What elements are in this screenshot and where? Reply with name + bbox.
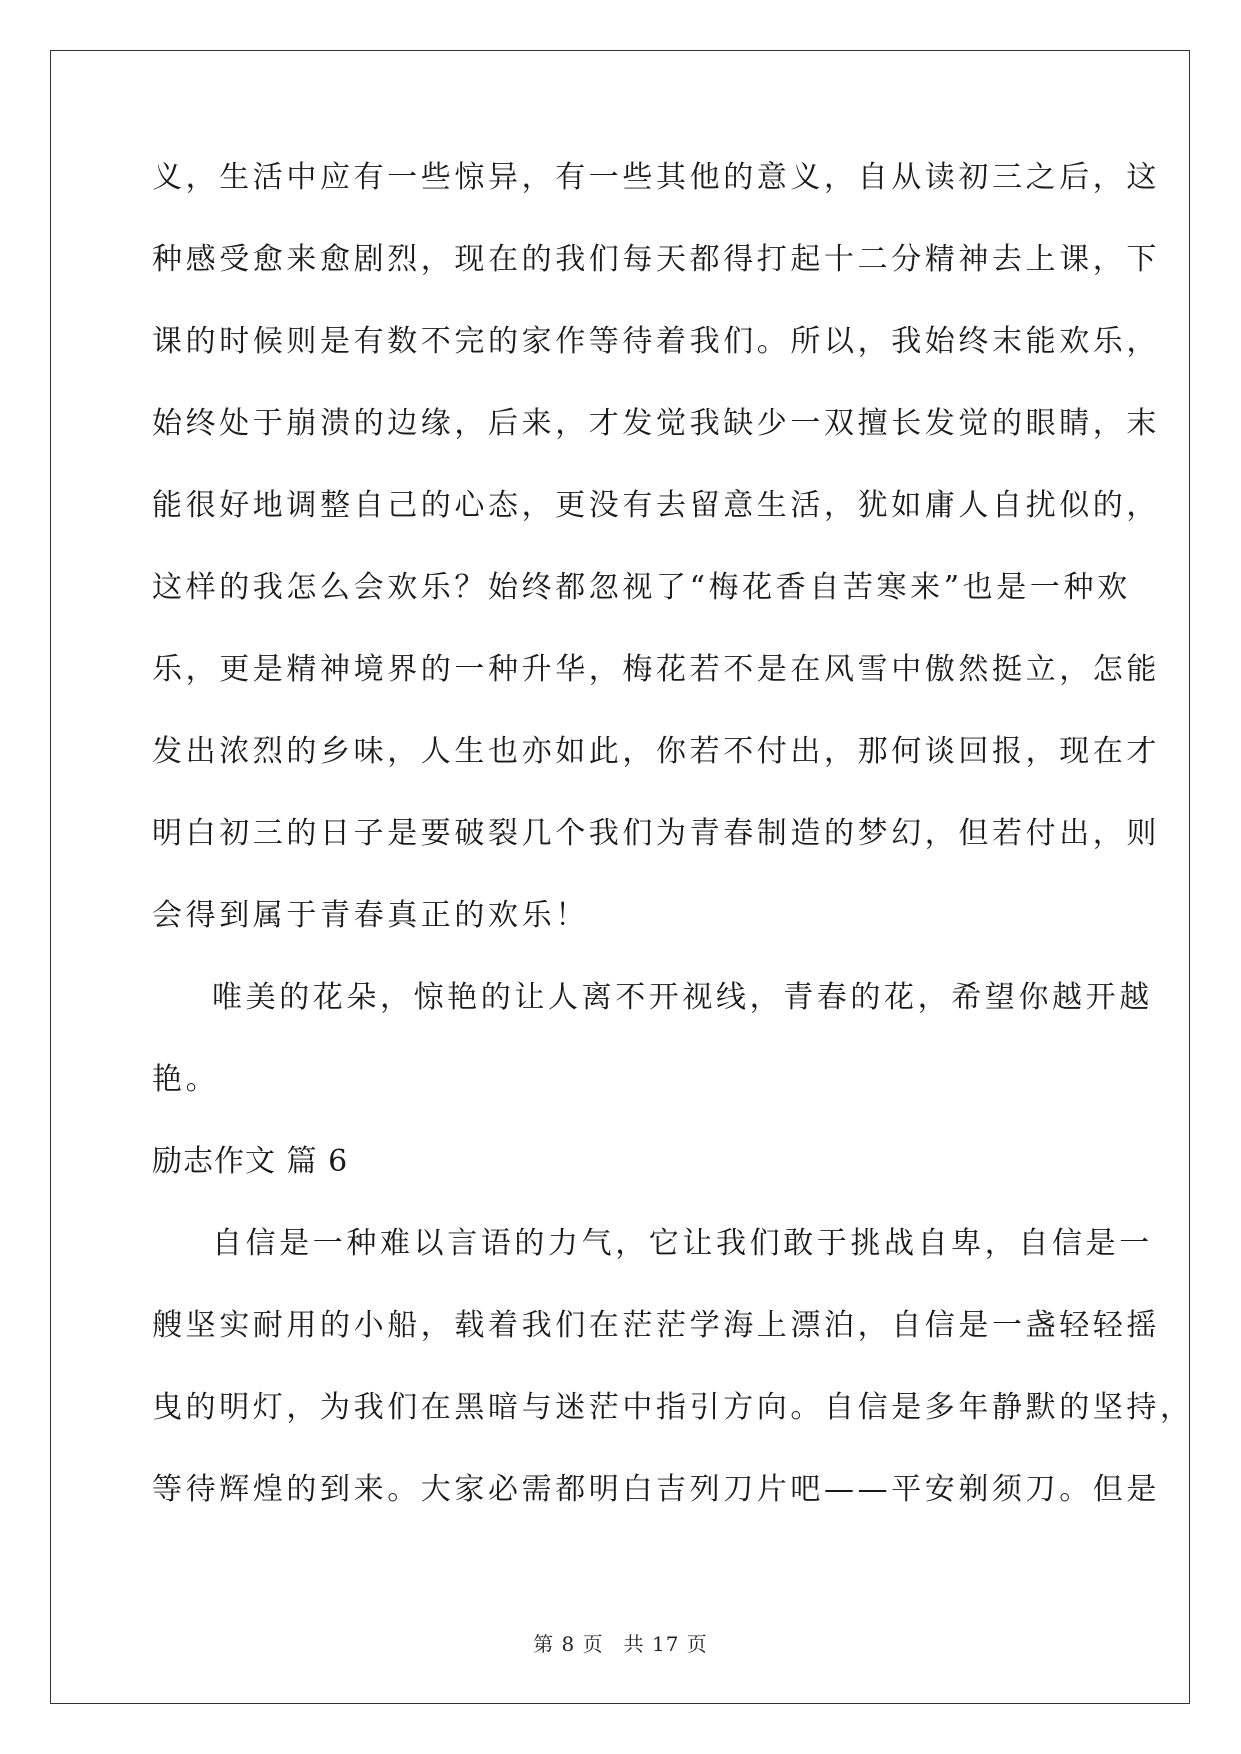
text-line: 种感受愈来愈剧烈，现在的我们每天都得打起十二分精神去上课，下 [152,242,1160,277]
text-line: 艳。 [152,1062,220,1097]
paragraph-first-line: 自信是一种难以言语的力气，它让我们敢于挑战自卑，自信是一 [212,1226,1153,1261]
text-line: 发出浓烈的乡味，人生也亦如此，你若不付出，那何谈回报，现在才 [152,734,1160,769]
section-heading: 励志作文 篇 6 [152,1144,349,1179]
text-line: 乐，更是精神境界的一种升华，梅花若不是在风雪中傲然挺立，怎能 [152,652,1160,687]
paragraph-first-line: 唯美的花朵，惊艳的让人离不开视线，青春的花，希望你越开越 [212,980,1153,1015]
text-line: 艘坚实耐用的小船，载着我们在茫茫学海上漂泊，自信是一盏轻轻摇 [152,1308,1160,1343]
text-line: 会得到属于青春真正的欢乐！ [152,898,589,933]
document-body [152,160,1194,1557]
text-line: 等待辉煌的到来。大家必需都明白吉列刀片吧——平安剃须刀。但是 [152,1472,1160,1507]
text-line: 能很好地调整自己的心态，更没有去留意生活，犹如庸人自扰似的， [152,488,1160,523]
text-line: 这样的我怎么会欢乐？始终都忽视了“梅花香自苦寒来”也是一种欢 [152,570,1131,605]
page-footer [0,1628,1241,1657]
text-line: 明白初三的日子是要破裂几个我们为青春制造的梦幻，但若付出，则 [152,816,1160,851]
page-number: 第 8 页 [533,1632,604,1656]
text-line: 义，生活中应有一些惊异，有一些其他的意义，自从读初三之后，这 [152,160,1160,195]
text-line: 始终处于崩溃的边缘，后来，才发觉我缺少一双擅长发觉的眼睛，末 [152,406,1160,441]
text-line: 曳的明灯，为我们在黑暗与迷茫中指引方向。自信是多年静默的坚持， [152,1390,1194,1425]
text-line: 课的时候则是有数不完的家作等待着我们。所以，我始终末能欢乐， [152,324,1160,359]
page-total: 共 17 页 [623,1632,708,1656]
